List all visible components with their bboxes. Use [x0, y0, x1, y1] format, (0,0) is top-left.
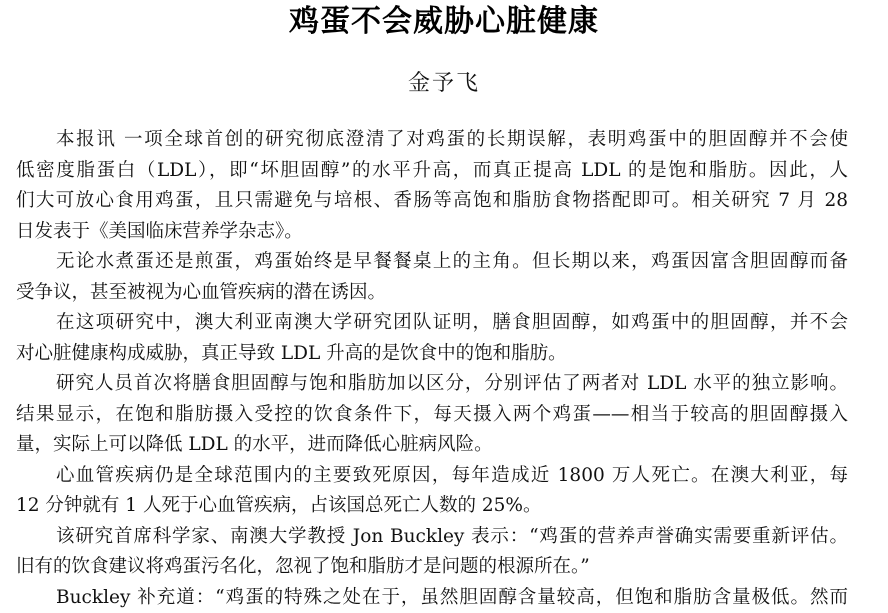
text-line: 低密度脂蛋白（LDL），即“坏胆固醇”的水平升高，而真正提高 LDL 的是饱和脂肪。因此，人	[16, 156, 848, 187]
text-line: 无论水煮蛋还是煎蛋，鸡蛋始终是早餐餐桌上的主角。但长期以来，鸡蛋因富含胆固醇而备	[16, 247, 848, 278]
text-line: 们大可放心食用鸡蛋，且只需避免与培根、香肠等高饱和脂肪食物搭配即可。相关研究 7 月 28	[16, 186, 848, 217]
text-line: 在这项研究中，澳大利亚南澳大学研究团队证明，膳食胆固醇，如鸡蛋中的胆固醇，并不会	[16, 308, 848, 339]
text-line: 12 分钟就有 1 人死于心血管疾病，占该国总死亡人数的 25%。	[16, 491, 848, 522]
text-line: 量，实际上可以降低 LDL 的水平，进而降低心脏病风险。	[16, 430, 848, 461]
text-line: 旧有的饮食建议将鸡蛋污名化，忽视了饱和脂肪才是问题的根源所在。”	[16, 552, 848, 583]
text-line: 受争议，甚至被视为心血管疾病的潜在诱因。	[16, 278, 848, 309]
text-line: 日发表于《美国临床营养学杂志》。	[16, 217, 848, 248]
text-line: 心血管疾病仍是全球范围内的主要致死原因，每年造成近 1800 万人死亡。在澳大利亚，每	[16, 461, 848, 492]
text-line: Buckley 补充道：“鸡蛋的特殊之处在于，虽然胆固醇含量较高，但饱和脂肪含量极低。然而	[16, 583, 848, 613]
article-author: 金予飞	[0, 70, 888, 98]
article-body	[16, 125, 848, 613]
text-line: 对心脏健康构成威胁，真正导致 LDL 升高的是饮食中的饱和脂肪。	[16, 339, 848, 370]
text-line: 该研究首席科学家、南澳大学教授 Jon Buckley 表示：“鸡蛋的营养声誉确实需要重新评估。	[16, 522, 848, 553]
article-title: 鸡蛋不会威胁心脏健康	[0, 4, 888, 40]
text-line: 结果显示，在饱和脂肪摄入受控的饮食条件下，每天摄入两个鸡蛋——相当于较高的胆固醇摄入	[16, 400, 848, 431]
text-line: 研究人员首次将膳食胆固醇与饱和脂肪加以区分，分别评估了两者对 LDL 水平的独立影响。	[16, 369, 848, 400]
text-line: 本报讯 一项全球首创的研究彻底澄清了对鸡蛋的长期误解，表明鸡蛋中的胆固醇并不会使	[16, 125, 848, 156]
